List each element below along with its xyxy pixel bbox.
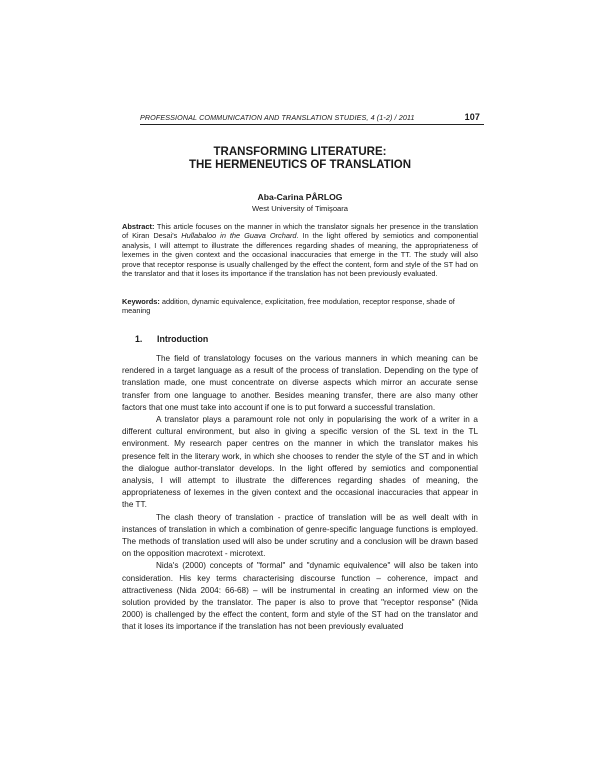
body-paragraph: The clash theory of translation - practice of translation will be as well dealt with in instances of translation in which a combination of genre-specific language functions is employed. The methods of translation used will also be under scrutiny and a conclusion will be drawn based on the opposition macrotext - microtext.: [122, 512, 478, 559]
section-number: 1.: [135, 334, 143, 344]
abstract-label: Abstract:: [122, 222, 155, 231]
section-title: Introduction: [157, 334, 209, 344]
section-heading-introduction: [135, 334, 208, 344]
keywords: [122, 297, 478, 316]
page-number: 107: [464, 112, 480, 122]
journal-name: PROFESSIONAL COMMUNICATION AND TRANSLATION STUDIES, 4 (1-2) / 2011: [140, 113, 415, 122]
body-paragraph: A translator plays a paramount role not only in popularising the work of a writer in a different cultural environment, but also in giving a specific version of the SL text in the TL environment. My research paper centres on the manner in which the translator makes his presence felt in the literary work, in which she chooses to render the style of the ST and in which the dialogue author-translator develops. In the light offered by semiotics and componential analysis, I will attempt to illustrate the differences regarding shades of meaning, the appropriateness of lexemes in the given context and the occasional inaccuracies that appear in the TT.: [122, 415, 478, 510]
abstract: [122, 222, 478, 278]
title-block: [122, 146, 478, 213]
body-paragraph: Nida's (2000) concepts of "formal" and "dynamic equivalence" will also be taken into consideration. His key terms characterising discourse function – coherence, impact and attractiveness (Nida 2004: 66-68) – will be instrumental in creating an informed view on the solution provided by the translator. The paper is also to prove that "receptor response" (Nida 2000) is challenged by the effect the content, form and style of the ST had on the translator and that it loses its importance if the translation has not been previously evaluated: [122, 561, 478, 632]
abstract-text-part-1: This article focuses on the manner in which the translator signals her presence in the translation of Kiran Desai's: [122, 222, 478, 241]
paper-title-line-1: TRANSFORMING LITERATURE:: [213, 146, 387, 158]
body-paragraph: The field of translatology focuses on the various manners in which meaning can be rendered in a target language as a result of the process of translation. Depending on the type of translation made, one must concentrate on diverse aspects which mirror an accurate sense transfer from one language to another. Besides meaning transfer, there are also many other factors that one must take into account if one is to put forward a successful translation.: [122, 354, 478, 412]
body-text: [122, 353, 478, 634]
author-affiliation: West University of Timişoara: [251, 204, 349, 213]
keywords-label: Keywords:: [122, 297, 160, 306]
paper-title: [122, 146, 478, 172]
keywords-text: addition, dynamic equivalence, explicitation, free modulation, receptor response, shade of meaning: [122, 297, 455, 316]
running-header: [140, 112, 484, 125]
abstract-text-part-2: . In the light offered by semiotics and componential analysis, I will attempt to illustrate the differences regarding shades of meaning, the appropriateness of lexemes in the given context and the occasional inaccuracies that emerge in the TT. The study will also prove that receptor response is usually challenged by the effect the content, form and style of the ST had on the translator and that it loses its importance if the translation has not been previously evaluated.: [122, 231, 479, 279]
abstract-book-title: Hullabaloo in the Guava Orchard: [181, 231, 297, 241]
paper-title-line-2: THE HERMENEUTICS OF TRANSLATION: [188, 159, 412, 171]
author-name: Aba-Carina PÂRLOG: [257, 192, 343, 202]
